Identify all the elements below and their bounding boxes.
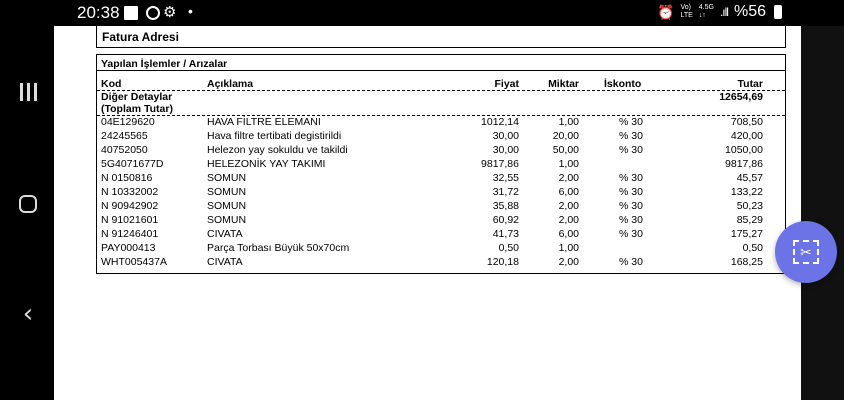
home-button[interactable] [14, 190, 42, 218]
cell-tutar: 175,27 [730, 228, 763, 240]
cell-fiyat: 31,72 [492, 186, 519, 198]
cell-tutar: 168,25 [730, 256, 763, 268]
cell-aciklama: SOMUN [207, 214, 247, 226]
cell-miktar: 2,00 [558, 200, 579, 212]
right-margin [801, 26, 844, 400]
data-arrows-icon: ↓↑ [698, 12, 706, 19]
cell-iskonto: % 30 [619, 172, 643, 184]
cell-iskonto: % 30 [619, 256, 643, 268]
cell-tutar: 45,57 [736, 172, 763, 184]
title-divider [97, 70, 785, 71]
cell-tutar: 85,29 [736, 214, 763, 226]
cell-fiyat: 1012,14 [481, 116, 519, 128]
cell-kod: N 0150816 [101, 172, 153, 184]
cell-tutar: 50,23 [736, 200, 763, 212]
cell-tutar: 0,50 [742, 242, 763, 254]
cell-miktar: 50,00 [552, 144, 579, 156]
cell-iskonto: % 30 [619, 228, 643, 240]
cell-miktar: 1,00 [558, 158, 579, 170]
cell-fiyat: 120,18 [486, 256, 519, 268]
cell-iskonto: % 30 [619, 116, 643, 128]
header-tutar: Tutar [737, 78, 763, 90]
cell-tutar: 9817,86 [725, 158, 763, 170]
network-indicator: Vo) LTE [680, 4, 693, 19]
cell-fiyat: 32,55 [492, 172, 519, 184]
other-details-label: Diğer Detaylar (Toplam Tutar) [101, 91, 173, 115]
cell-aciklama: Helezon yay sokuldu ve takildi [207, 144, 348, 156]
cell-miktar: 1,00 [558, 242, 579, 254]
cell-miktar: 20,00 [552, 130, 579, 142]
cell-kod: 24245565 [101, 130, 148, 142]
cell-tutar: 1050,00 [725, 144, 763, 156]
document-page[interactable] [54, 26, 812, 400]
other-details-total: 12654,69 [719, 91, 763, 103]
status-right-icons [657, 3, 782, 21]
header-iskonto: İskonto [604, 78, 642, 90]
details-dashed-divider [97, 115, 785, 116]
cell-kod: 40752050 [101, 144, 148, 156]
navigation-bar [0, 26, 54, 400]
cell-kod: 04E129620 [101, 116, 155, 128]
header-miktar: Miktar [548, 78, 579, 90]
cell-iskonto: % 30 [619, 144, 643, 156]
cell-aciklama: HAVA FİLTRE ELEMANI [207, 116, 321, 128]
cell-kod: WHT005437A [101, 256, 167, 268]
cell-miktar: 6,00 [558, 228, 579, 240]
cell-kod: PAY000413 [101, 242, 156, 254]
screenshot-crop-icon: ✂ [793, 240, 819, 264]
cell-miktar: 2,00 [558, 256, 579, 268]
billing-address-title: Fatura Adresi [102, 30, 179, 44]
operations-table [96, 54, 786, 274]
header-kod: Kod [101, 78, 122, 90]
cell-fiyat: 41,73 [492, 228, 519, 240]
status-bar [0, 0, 844, 26]
alarm-icon: ⏰ [657, 3, 675, 20]
recent-apps-button[interactable] [14, 78, 42, 106]
settings-gear-icon: ⚙ [163, 4, 177, 21]
cell-aciklama: SOMUN [207, 186, 247, 198]
cell-kod: 5G4071677D [101, 158, 164, 170]
cell-kod: N 91021601 [101, 214, 159, 226]
cell-aciklama: HELEZONİK YAY TAKIMI [207, 158, 326, 170]
cell-tutar: 708,50 [730, 116, 763, 128]
operations-title: Yapılan İşlemler / Arızalar [101, 58, 228, 70]
cell-aciklama: CIVATA [207, 256, 243, 268]
cell-aciklama: Parça Torbası Büyük 50x70cm [207, 242, 350, 254]
cell-miktar: 2,00 [558, 172, 579, 184]
header-fiyat: Fiyat [494, 78, 519, 90]
header-dashed-divider [97, 90, 785, 91]
cell-aciklama: SOMUN [207, 200, 247, 212]
battery-percent: %56 [733, 3, 766, 20]
back-button[interactable]: ‹ [22, 299, 34, 329]
cell-kod: N 10332002 [101, 186, 159, 198]
cell-fiyat: 30,00 [492, 130, 519, 142]
battery-icon [774, 5, 782, 19]
cell-tutar: 420,00 [730, 130, 763, 142]
cell-fiyat: 60,92 [492, 214, 519, 226]
screenshot-capture-button[interactable] [775, 221, 837, 283]
cell-iskonto: % 30 [619, 130, 643, 142]
cell-kod: N 91246401 [101, 228, 159, 240]
header-aciklama: Açıklama [207, 78, 254, 90]
notification-square-icon [124, 6, 138, 20]
cell-fiyat: 0,50 [498, 242, 519, 254]
cell-tutar: 133,22 [730, 186, 763, 198]
cell-fiyat: 35,88 [492, 200, 519, 212]
network-type: 4.5G ↓↑ [698, 4, 714, 19]
cell-iskonto: % 30 [619, 186, 643, 198]
cell-kod: N 90942902 [101, 200, 159, 212]
cell-fiyat: 30,00 [492, 144, 519, 156]
status-time: 20:38 [77, 3, 120, 22]
cell-aciklama: Hava filtre tertibati degistirildi [207, 130, 342, 142]
cell-iskonto: % 30 [619, 214, 643, 226]
cell-miktar: 6,00 [558, 186, 579, 198]
cell-aciklama: SOMUN [207, 172, 247, 184]
signal-icon: .ıll [719, 5, 728, 19]
cell-miktar: 2,00 [558, 214, 579, 226]
cell-miktar: 1,00 [558, 116, 579, 128]
notification-circle-icon [146, 6, 160, 20]
more-notifications-dot-icon: • [188, 3, 193, 19]
billing-address-box [96, 24, 786, 48]
cell-fiyat: 9817,86 [481, 158, 519, 170]
cell-iskonto: % 30 [619, 200, 643, 212]
cell-aciklama: CIVATA [207, 228, 243, 240]
